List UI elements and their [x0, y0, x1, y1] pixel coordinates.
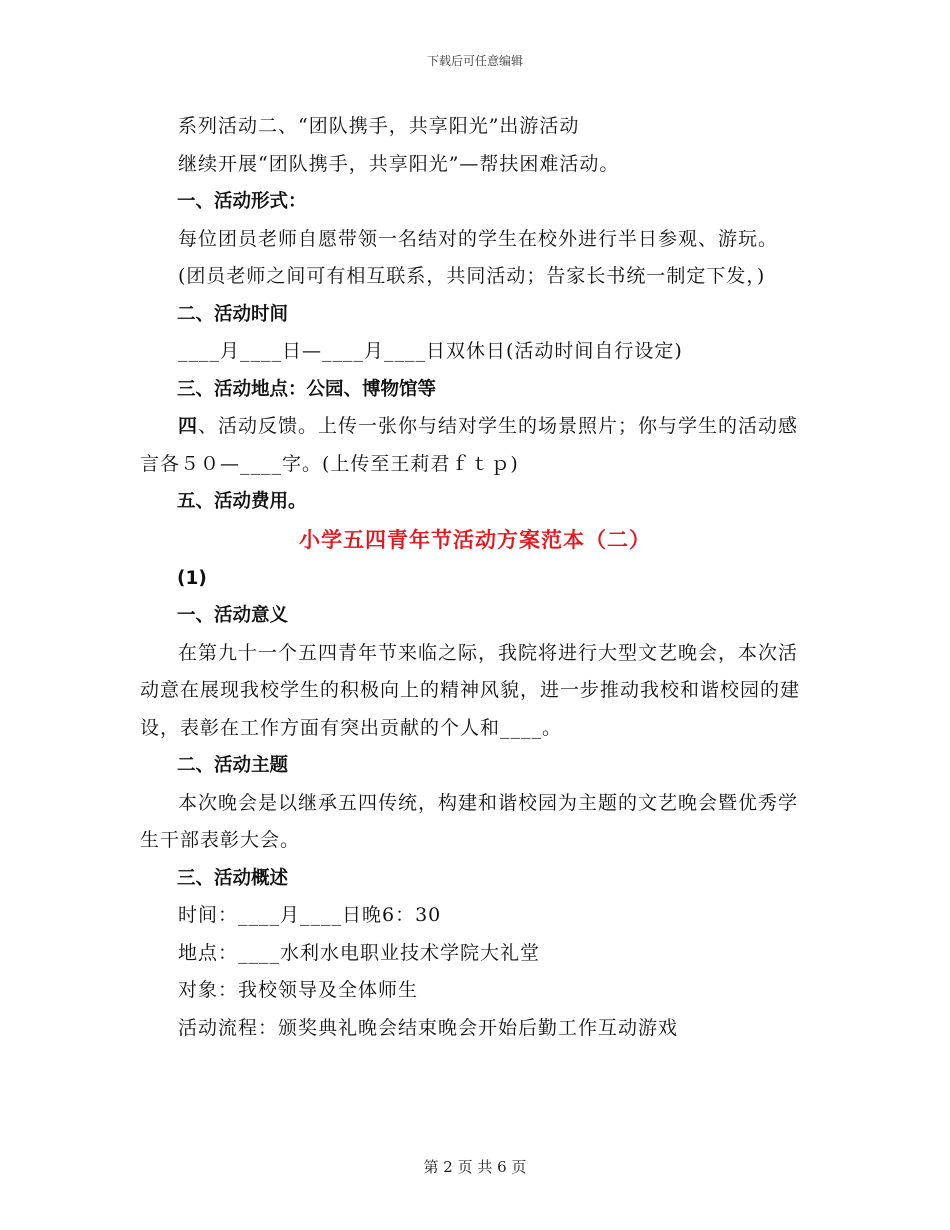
section-title: 小学五四青年节活动方案范本（二）	[299, 527, 651, 552]
paragraph-overview-time: 时间：____月____日晚6：30	[178, 904, 442, 926]
page-footer: 第 2 页 共 6 页	[423, 1158, 527, 1176]
paragraph-activity-time: ____月____日—____月____日双休日(活动时间自行设定)	[178, 340, 683, 362]
heading-activity-time: 二、活动时间	[177, 303, 289, 325]
feedback-text: 、活动反馈。上传一张你与结对学生的场景照片；你与学生的活动感言各５０—____字。(上传至王莉君ｆｔｐ)	[140, 415, 799, 475]
heading-activity-form: 一、活动形式：	[177, 191, 307, 212]
paragraph-overview-audience: 对象：我校领导及全体师生	[178, 979, 419, 1001]
heading-activity-location: 三、活动地点：公园、博物馆等	[177, 378, 437, 400]
page-header: 下载后可任意编辑	[426, 54, 523, 68]
paragraph-activity-meaning: 在第九十一个五四青年节来临之际，我院将进行大型文艺晚会，本次活动意在展现我校学生的积极向上的精神风貌，进一步推动我校和谐校园的建设，表彰在工作方面有突出贡献的个人和____。	[140, 641, 801, 739]
paragraph-series-activity: 系列活动二、“团队携手，共享阳光”出游活动	[178, 115, 580, 137]
paragraph-overview-location: 地点：____水利水电职业技术学院大礼堂	[178, 941, 541, 964]
paragraph-teacher-contact: (团员老师之间可有相互联系，共同活动；告家长书统一制定下发，)	[178, 265, 766, 287]
subheading-1: (1)	[177, 567, 207, 589]
paragraph-activity-form: 每位团员老师自愿带领一名结对的学生在校外进行半日参观、游玩。	[178, 227, 779, 250]
paragraph-activity-feedback	[140, 408, 810, 483]
heading-activity-meaning: 一、活动意义	[177, 605, 289, 626]
document-body	[140, 108, 810, 1047]
paragraph-activity-theme: 本次晚会是以继承五四传统，构建和谐校园为主题的文艺晚会暨优秀学生干部表彰大会。	[140, 791, 799, 851]
heading-activity-cost: 五、活动费用。	[177, 491, 307, 512]
heading-activity-theme: 二、活动主题	[177, 755, 289, 776]
heading-activity-overview: 三、活动概述	[177, 867, 289, 889]
feedback-number: 四	[178, 415, 199, 437]
paragraph-continue: 继续开展“团队携手，共享阳光”—帮扶困难活动。	[178, 152, 620, 175]
paragraph-overview-process: 活动流程：颁奖典礼晚会结束晚会开始后勤工作互动游戏	[178, 1016, 679, 1039]
